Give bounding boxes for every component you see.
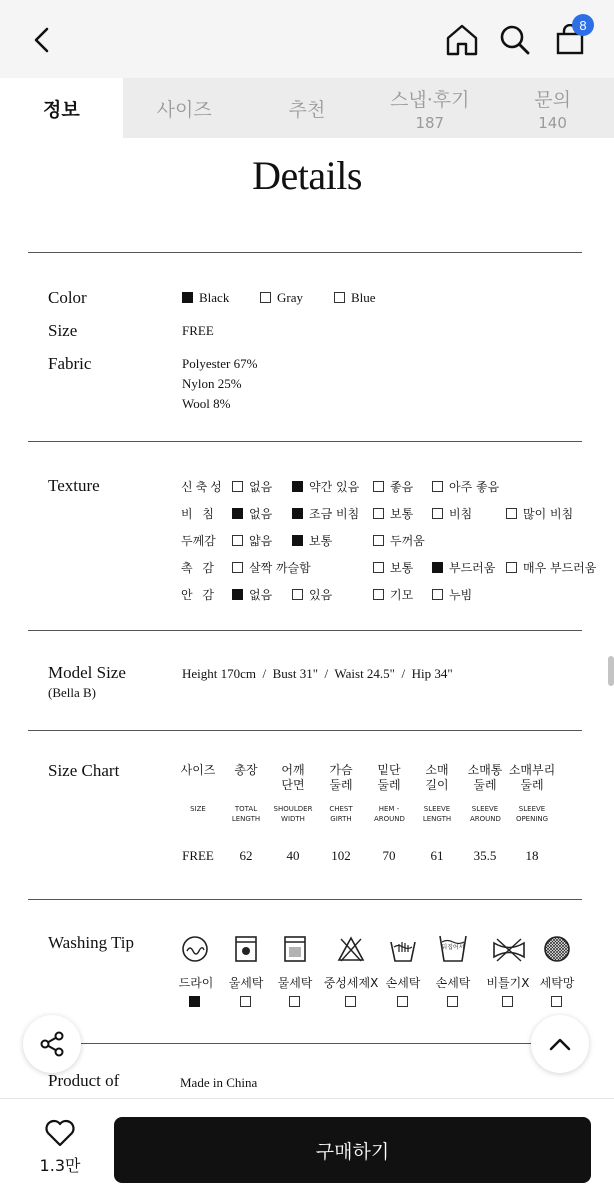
checkbox-checked <box>432 562 443 573</box>
option-text: 기모 <box>390 588 414 602</box>
checkbox-empty <box>232 535 243 546</box>
laundry-net-icon <box>542 934 572 964</box>
checkbox-empty <box>373 589 384 600</box>
size-chart-value: 61 <box>430 848 444 863</box>
washing-label: 비틀기X <box>486 976 530 990</box>
share-icon <box>38 1030 66 1058</box>
home-button[interactable] <box>442 20 482 60</box>
checkbox-empty <box>292 589 303 600</box>
checkbox-empty <box>432 508 443 519</box>
checkbox-empty <box>232 562 243 573</box>
texture-row-label: 안 감 <box>181 588 217 602</box>
option-text: 살짝 까슬함 <box>249 561 311 575</box>
washing-label: 드라이 <box>178 976 214 990</box>
water-wash-icon <box>280 934 310 964</box>
checkbox-empty <box>373 535 384 546</box>
texture-option <box>373 586 413 603</box>
buy-button[interactable]: 구매하기 <box>114 1117 591 1183</box>
option-text: 얇음 <box>249 534 273 548</box>
size-chart-header: 소매부리 둘레 <box>508 763 556 792</box>
checkbox-empty <box>506 508 517 519</box>
texture-option <box>232 532 272 549</box>
texture-option <box>232 586 272 603</box>
checkbox-empty <box>260 292 271 303</box>
size-chart-value: 35.5 <box>473 848 497 863</box>
texture-option <box>232 505 272 522</box>
washing-label: 중성세제X <box>323 976 379 990</box>
option-text: 매우 부드러움 <box>523 561 597 575</box>
hand-wash-flip-icon <box>437 932 469 964</box>
option-text: 보통 <box>309 534 333 548</box>
divider <box>28 630 582 631</box>
checkbox-empty <box>289 996 300 1007</box>
dry-clean-icon <box>180 934 210 964</box>
texture-option <box>373 559 413 576</box>
size-chart-header-en: SLEEVE OPENING <box>515 805 549 823</box>
option-text: 있음 <box>309 588 333 602</box>
checkbox-empty <box>240 996 251 1007</box>
tab-snap-review-label: 스냅·후기 <box>390 88 470 111</box>
size-chart-header-en: HEM -AROUND <box>374 805 405 823</box>
color-option-gray <box>260 290 303 306</box>
option-text: 없음 <box>249 588 273 602</box>
option-text: 보통 <box>390 507 414 521</box>
size-chart-value: 40 <box>286 848 300 863</box>
texture-option <box>506 559 596 576</box>
checkbox-checked <box>232 508 243 519</box>
checkbox-checked <box>182 292 193 303</box>
divider <box>28 899 582 900</box>
color-option-text: Gray <box>277 290 303 305</box>
checkbox-empty <box>373 508 384 519</box>
like-count: 1.3만 <box>39 1156 81 1175</box>
size-chart-header: 소매 길이 <box>425 763 449 792</box>
divider <box>28 1043 582 1044</box>
size-chart-header-en: SLEEVE AROUND <box>470 805 501 823</box>
texture-row-label: 비 침 <box>181 507 217 521</box>
tab-recommend[interactable] <box>246 78 369 138</box>
divider <box>28 252 582 253</box>
texture-label: Texture <box>48 476 100 495</box>
checkbox-empty <box>447 996 458 1007</box>
checkbox-checked <box>292 535 303 546</box>
size-chart-header-en: TOTAL LENGTH <box>231 805 261 823</box>
option-text: 두꺼움 <box>390 534 425 548</box>
checkbox-checked <box>189 996 200 1007</box>
texture-option <box>432 505 472 522</box>
fabric-line: Wool 8% <box>182 396 231 411</box>
fabric-line: Polyester 67% <box>182 356 258 371</box>
model-name: (Bella B) <box>48 685 97 700</box>
tab-recommend-label: 추천 <box>288 98 326 121</box>
tab-info-label: 정보 <box>43 98 80 121</box>
no-neutral-detergent-icon <box>336 934 366 964</box>
scroll-top-button[interactable] <box>531 1015 589 1073</box>
size-chart-header: 밑단 둘레 <box>377 763 401 792</box>
hand-wash-flip-icon-text: 뒤집어서 <box>441 944 465 951</box>
wool-wash-icon <box>231 934 261 964</box>
tab-inquiry-count: 140 <box>538 113 567 132</box>
size-chart-header: 총장 <box>234 763 258 777</box>
tab-snap-review[interactable] <box>368 78 491 138</box>
checkbox-checked <box>292 508 303 519</box>
checkbox-empty <box>373 562 384 573</box>
size-chart-header: 사이즈 <box>180 763 216 777</box>
size-chart-value: 102 <box>331 848 351 863</box>
chevron-left-icon <box>31 26 53 54</box>
model-size-label: Model Size <box>48 663 126 682</box>
search-button[interactable] <box>495 20 535 60</box>
size-chart-header-en: CHEST GIRTH <box>329 805 353 823</box>
size-value: FREE <box>182 323 214 338</box>
washing-label: 물세탁 <box>277 976 313 990</box>
checkbox-empty <box>373 481 384 492</box>
texture-option <box>373 505 413 522</box>
color-label: Color <box>48 288 87 307</box>
option-text: 좋음 <box>390 480 414 494</box>
tab-inquiry[interactable] <box>491 78 614 138</box>
chevron-up-icon <box>548 1036 572 1052</box>
cart-button[interactable] <box>550 17 590 60</box>
checkbox-empty <box>502 996 513 1007</box>
option-text: 누빔 <box>449 588 473 602</box>
tab-size-label: 사이즈 <box>156 98 212 121</box>
texture-option <box>373 478 413 495</box>
washing-label: 손세탁 <box>435 976 471 990</box>
checkbox-empty <box>551 996 562 1007</box>
option-text: 보통 <box>390 561 414 575</box>
tab-size[interactable] <box>123 78 246 138</box>
option-text: 비침 <box>449 507 473 521</box>
cart-count-badge: 8 <box>572 14 594 36</box>
product-of-value: Made in China <box>180 1075 258 1090</box>
size-chart-header: 소매통 둘레 <box>467 763 503 792</box>
color-option-text: Blue <box>351 290 376 305</box>
size-chart-header-en: SHOULDER WIDTH <box>273 805 313 823</box>
option-text: 약간 있음 <box>309 480 360 494</box>
texture-row-label: 촉 감 <box>181 561 217 575</box>
checkbox-empty <box>432 481 443 492</box>
checkbox-empty <box>506 562 517 573</box>
texture-option <box>292 586 332 603</box>
model-size-value: Height 170cm / Bust 31" / Waist 24.5" / Hip 34" <box>182 666 453 681</box>
size-chart-value: FREE <box>182 848 214 863</box>
size-chart-label: Size Chart <box>48 761 120 780</box>
back-button[interactable] <box>22 20 62 60</box>
size-chart-value: 62 <box>239 848 253 863</box>
divider <box>28 441 582 442</box>
color-option-text: Black <box>199 290 230 305</box>
texture-option <box>292 478 359 495</box>
size-chart-header-en: SIZE <box>190 805 206 813</box>
home-icon <box>445 23 479 57</box>
color-option-black <box>182 290 229 306</box>
texture-option <box>506 505 573 522</box>
color-option-blue <box>334 290 376 306</box>
texture-option <box>232 559 311 576</box>
checkbox-empty <box>397 996 408 1007</box>
washing-label: 세탁망 <box>539 976 575 990</box>
checkbox-empty <box>345 996 356 1007</box>
option-text: 조금 비침 <box>309 507 360 521</box>
texture-option <box>292 505 359 522</box>
texture-option <box>432 586 472 603</box>
option-text: 부드러움 <box>449 561 496 575</box>
checkbox-checked <box>292 481 303 492</box>
fabric-line: Nylon 25% <box>182 376 242 391</box>
size-chart-value: 70 <box>382 848 396 863</box>
option-text: 아주 좋음 <box>449 480 500 494</box>
texture-row-label: 두께감 <box>181 534 216 548</box>
texture-option <box>292 532 332 549</box>
size-chart-header: 어깨 단면 <box>281 763 305 792</box>
checkbox-checked <box>232 589 243 600</box>
texture-option <box>432 478 499 495</box>
size-label: Size <box>48 321 78 340</box>
product-of-label: Product of <box>48 1071 120 1090</box>
washing-tip-label: Washing Tip <box>48 933 135 952</box>
product-tabs <box>0 78 614 138</box>
option-text: 없음 <box>249 507 273 521</box>
no-wring-icon <box>491 936 527 964</box>
search-icon <box>499 24 531 56</box>
bottom-bar <box>0 1098 614 1200</box>
hand-wash-icon <box>388 934 418 964</box>
heart-icon <box>44 1119 76 1147</box>
scrollbar[interactable] <box>608 656 614 686</box>
washing-label: 울세탁 <box>228 976 264 990</box>
tab-snap-review-count: 187 <box>415 113 445 132</box>
details-title: Details <box>252 153 362 198</box>
size-chart-header: 가슴 둘레 <box>329 763 353 792</box>
like-button[interactable] <box>30 1119 90 1176</box>
size-chart-value: 18 <box>525 848 539 863</box>
share-button[interactable] <box>23 1015 81 1073</box>
option-text: 없음 <box>249 480 273 494</box>
checkbox-empty <box>432 589 443 600</box>
top-header <box>0 0 614 78</box>
washing-label: 손세탁 <box>385 976 421 990</box>
texture-row-label: 신축성 <box>181 480 225 494</box>
size-chart-header-en: SLEEVE LENGTH <box>422 805 452 823</box>
checkbox-empty <box>334 292 345 303</box>
tab-info[interactable] <box>0 78 123 138</box>
fabric-label: Fabric <box>48 354 92 373</box>
tab-inquiry-label: 문의 <box>534 88 571 111</box>
divider <box>28 730 582 731</box>
checkbox-empty <box>232 481 243 492</box>
texture-option <box>432 559 495 576</box>
option-text: 많이 비침 <box>523 507 574 521</box>
texture-option <box>232 478 272 495</box>
texture-option <box>373 532 425 549</box>
